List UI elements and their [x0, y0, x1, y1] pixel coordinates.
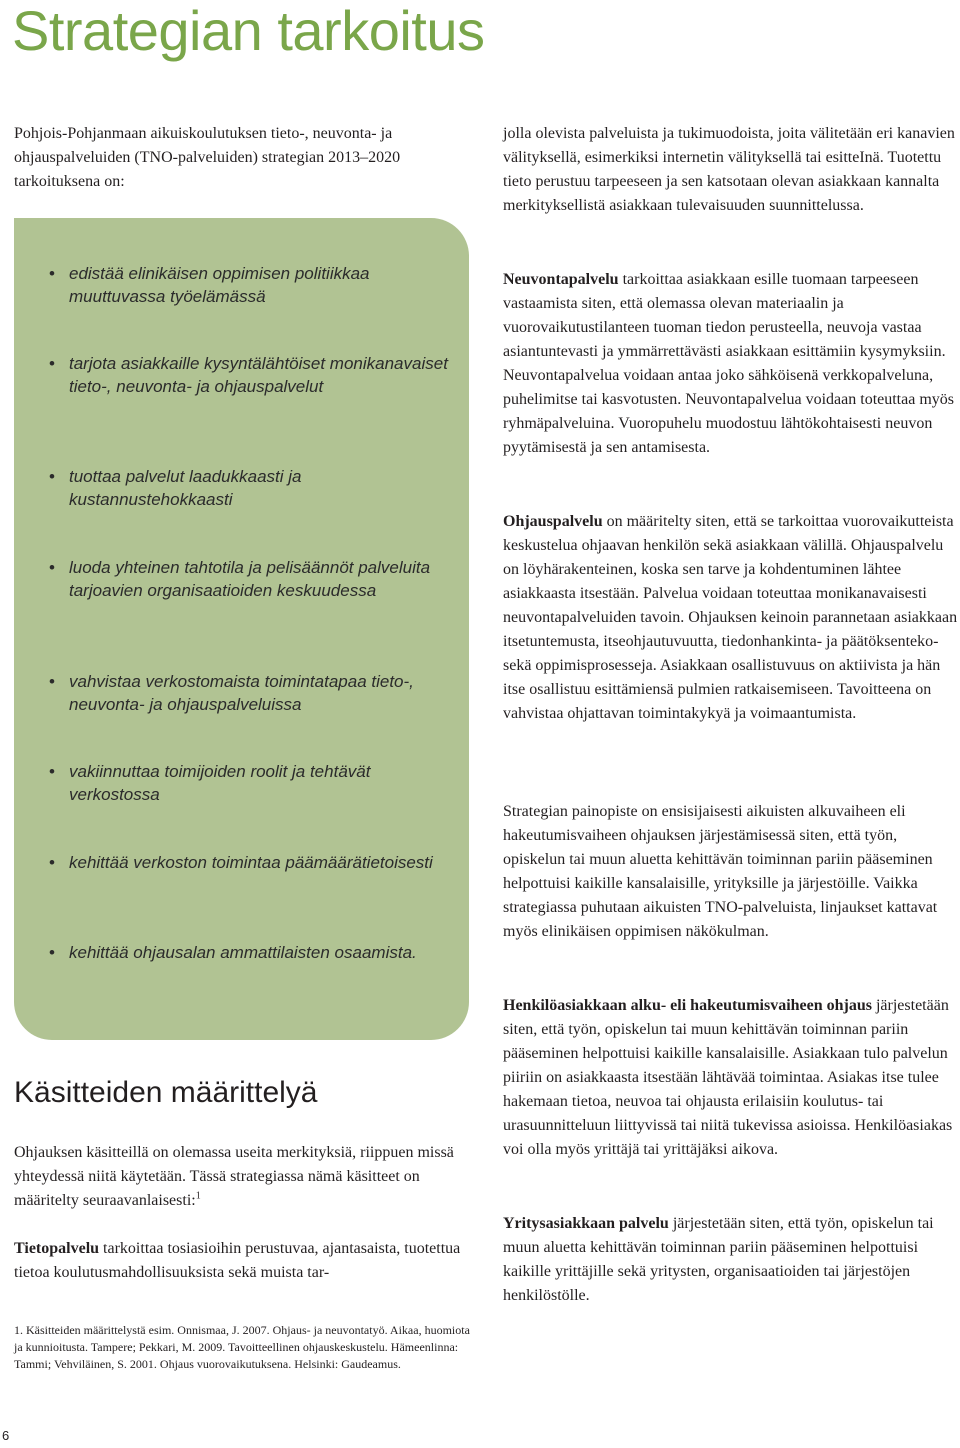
- henkiloasiakas-term: Henkilöasiakkaan alku- eli hakeutumisvaiheen ohjaus: [503, 997, 872, 1014]
- definitions-intro: [14, 1141, 464, 1213]
- neuvontapalvelu-paragraph: [503, 268, 958, 460]
- painopiste-paragraph: Strategian painopiste on ensisijaisesti aikuisten alkuvaiheen eli hakeutumisvaiheen ohjauksen järjestämisessä siten, että työn, opiskelun tai muun aluetta kehittävän toiminnan pariin pääseminen helpottuisi kaikille kansalaisille, yrityksille ja järjestöille. Vaikka strategiassa puhutaan aikuisten TNO-palveluista, linjaukset kattavat myös elinikäisen oppimisen näkökulman.: [503, 803, 938, 940]
- goal-item: [49, 760, 459, 806]
- goal-item: [49, 352, 459, 398]
- goals-box: [14, 218, 469, 1040]
- neuvontapalvelu-text: tarkoittaa asiakkaan esille tuomaan tarpeeseen vastaamista siten, että olemassa olevan materiaalin ja vuorovaikutustilanteen tuoman tiedon perusteella, neuvoja vastaa asiantuntevasti ja ymmärrettävästi asiakkaan esittämiin kysymyksiin. Neuvontapalvelua voidaan antaa joko sähköisenä verkkopalveluna, puhelimitse tai kasvotusten. Neuvontapalvelua voidaan toteuttaa myös ryhmäpalveluina. Vuoropuhelu muodostuu lähtökohtaisesti neuvon pyytämisestä ja sen antamisesta.: [503, 271, 954, 456]
- footnote-ref: 1: [195, 1190, 201, 1202]
- section-title: Käsitteiden määrittelyä: [14, 1076, 318, 1109]
- goal-item: [49, 670, 459, 716]
- bullet-icon: •: [49, 943, 55, 962]
- ohjauspalvelu-term: Ohjauspalvelu: [503, 513, 603, 530]
- bullet-icon: •: [49, 762, 55, 781]
- henkiloasiakas-text: järjestetään siten, että työn, opiskelun tai muun kehittävän toiminnan pariin pääseminen helpottuisi kaikille kansalaisille. Asiakkaan tulo palvelun piiriin on asiakkaasta itsestään lähtävää toimintaa. Asiakas itse tulee hakemaan tietoa, neuvoa tai ohjausta erilaisiin koulutus- tai urasuunnitteluun liittyvissä tai niitä tukevissa asioissa. Henkilöasiakas voi olla myös yrittäjä tai yrittäjäksi aikova.: [503, 997, 953, 1158]
- goal-item: [49, 941, 459, 964]
- bullet-icon: •: [49, 558, 55, 577]
- goal-text: vakiinnuttaa toimijoiden roolit ja tehtävät verkostossa: [69, 762, 371, 804]
- bullet-icon: •: [49, 672, 55, 691]
- goal-text: edistää elinikäisen oppimisen politiikkaa muuttuvassa työelämässä: [69, 264, 370, 306]
- bullet-icon: •: [49, 467, 55, 486]
- tietopalvelu-paragraph: [14, 1237, 464, 1285]
- page-title: Strategian tarkoitus: [12, 0, 485, 62]
- goal-text: tuottaa palvelut laadukkaasti ja kustannustehokkaasti: [69, 467, 302, 509]
- yritysasiakas-text: järjestetään siten, että työn, opiskelun tai muun aluetta kehittävän toiminnan pariin pääseminen helpottuisi kaikille yrittäjille sekä yritysten, organisaatioiden tai järjestöjen henkilöstölle.: [503, 1215, 934, 1304]
- ohjauspalvelu-paragraph: [503, 510, 958, 726]
- tietopalvelu-continuation: jolla olevista palveluista ja tukimuodoista, joita välitetään eri kanavien välityksellä, esimerkiksi internetin välityksellä tai esitteInä. Tuotettu tieto perustuu tarpeeseen ja sen katsotaan olevan asiakkaan kannalta merkityksellistä asiakkaan tulevaisuuden suunnittelussa.: [503, 125, 955, 214]
- definitions-intro-text: Ohjauksen käsitteillä on olemassa useita merkityksiä, riippuen missä yhteydessä niitä käytetään. Tässä strategiassa nämä käsitteet on määritelty seuraavanlaisesti:: [14, 1144, 454, 1209]
- goal-text: tarjota asiakkaille kysyntälähtöiset monikanavaiset tieto-, neuvonta- ja ohjauspalvelut: [69, 354, 448, 396]
- yritysasiakas-paragraph: [503, 1212, 958, 1308]
- goal-text: kehittää ohjausalan ammattilaisten osaamista.: [69, 943, 417, 962]
- goal-item: [49, 556, 459, 602]
- bullet-icon: •: [49, 354, 55, 373]
- goal-text: vahvistaa verkostomaista toimintatapaa tieto-, neuvonta- ja ohjauspalveluissa: [69, 672, 414, 714]
- yritysasiakas-term: Yritysasiakkaan palvelu: [503, 1215, 669, 1232]
- goal-item: [49, 851, 459, 874]
- neuvontapalvelu-term: Neuvontapalvelu: [503, 271, 619, 288]
- goal-text: luoda yhteinen tahtotila ja pelisäännöt palveluita tarjoavien organisaatioiden keskuudessa: [69, 558, 431, 600]
- tietopalvelu-term: Tietopalvelu: [14, 1240, 100, 1257]
- goal-item: [49, 465, 459, 511]
- tietopalvelu-text: tarkoittaa tosiasioihin perustuvaa, ajantasaista, tuotettua tietoa koulutusmahdollisuuksista sekä muista tar-: [14, 1240, 461, 1281]
- ohjauspalvelu-text: on määritelty siten, että se tarkoittaa vuorovaikutteista keskustelua ohjaavan henkilön sekä asiakkaan välillä. Ohjauspalvelu on löyhärakenteinen, koska sen tarve ja kohdentuminen lähtee asiakkaasta itsestään. Palvelua voidaan toteuttaa monikanavaisesti neuvontapalveluiden tavoin. Ohjauksen keinoin parannetaan asiakkaan itsetuntemusta, itseohjautuvuutta, tiedonhankinta- ja päätöksenteko- sekä oppimisprosesseja. Asiakkaan osallistuvuus on aktiivista ja hän itse osallistuu esittämiensä pulmien ratkaisemiseen. Tavoitteena on vahvistaa ohjattavan toimintakykyä ja voimaantumista.: [503, 513, 958, 722]
- henkiloasiakas-paragraph: [503, 994, 958, 1162]
- goal-item: [49, 262, 459, 308]
- intro-paragraph: Pohjois-Pohjanmaan aikuiskoulutuksen tieto-, neuvonta- ja ohjauspalveluiden (TNO-palveluiden) strategian 2013–2020 tarkoituksena on:: [14, 125, 401, 190]
- footnote: 1. Käsitteiden määrittelystä esim. Onnismaa, J. 2007. Ohjaus- ja neuvontatyö. Aikaa, huomiota ja kunnioitusta. Tampere; Pekkari, M. 2009. Tavoitteellinen ohjauskeskustelu. Hämeenlinna: Tammi; Vehviläinen, S. 2001. Ohjaus vuorovaikutuksena. Helsinki: Gaudeamus.: [14, 1323, 470, 1371]
- goal-text: kehittää verkoston toimintaa päämäärätietoisesti: [69, 853, 433, 872]
- bullet-icon: •: [49, 853, 55, 872]
- page-number: 6: [2, 1428, 10, 1443]
- bullet-icon: •: [49, 264, 55, 283]
